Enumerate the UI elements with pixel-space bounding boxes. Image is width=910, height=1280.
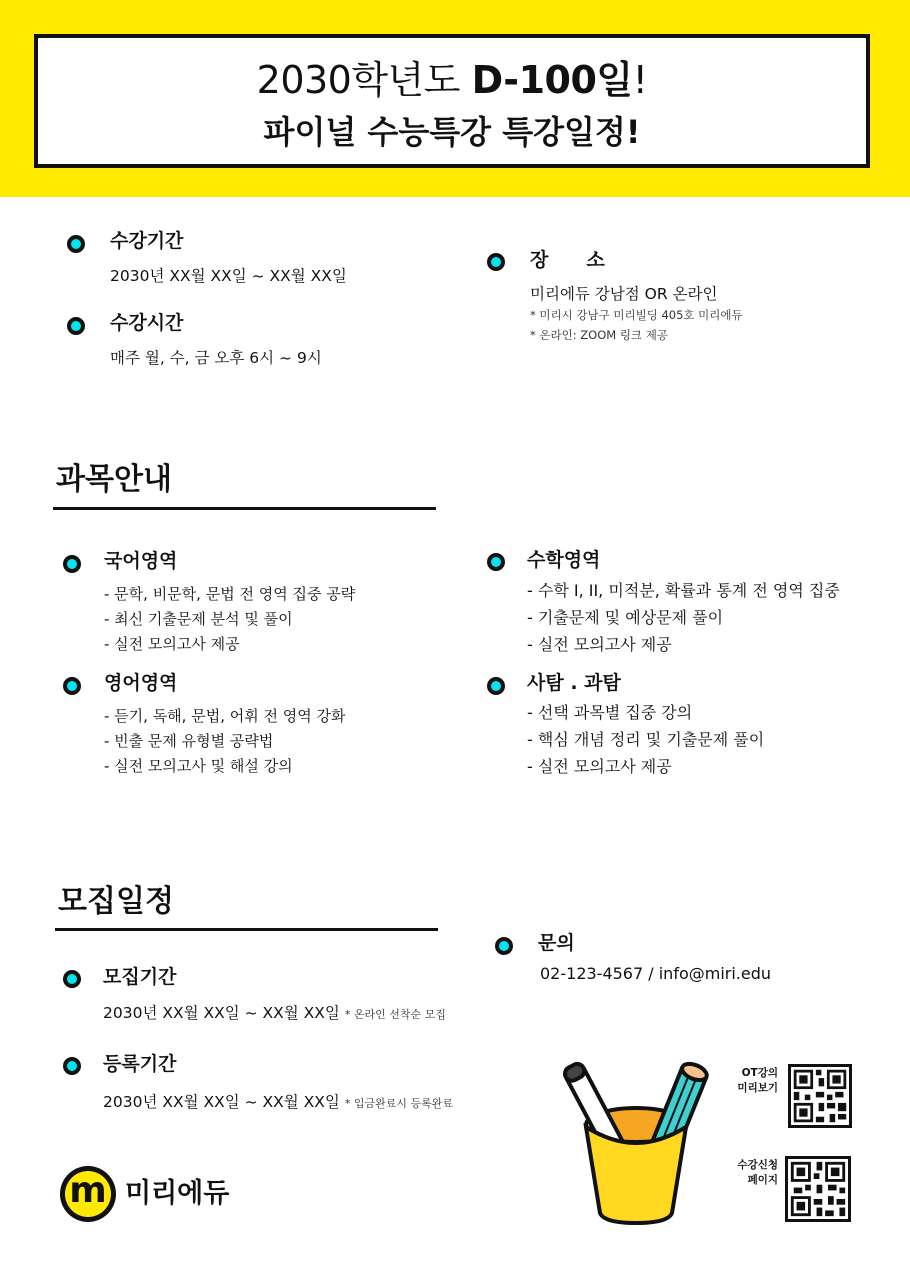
qr-code-icon[interactable] <box>788 1064 852 1128</box>
apply-label: 모집기간 <box>103 966 177 988</box>
bullet-dot-icon <box>67 235 85 253</box>
subjects-section-title: 과목안내 <box>56 462 172 497</box>
time-label: 수강시간 <box>110 312 184 334</box>
time-value: 매주 월, 수, 금 오후 6시 ~ 9시 <box>110 349 322 367</box>
page-subtitle: 파이널 수능특강 특강일정! <box>263 113 641 151</box>
contact-value: 02-123-4567 / info@miri.edu <box>540 964 772 983</box>
bullet-dot-icon <box>63 555 81 573</box>
period-label: 수강기간 <box>110 230 184 252</box>
list-item: - 기출문제 및 예상문제 풀이 <box>527 608 724 627</box>
subject-science-list <box>527 699 764 780</box>
qr-apply-label: 수강신청 페이지 <box>737 1159 778 1186</box>
subject-english-label: 영어영역 <box>104 672 178 694</box>
subject-science-label: 사탐 . 과탐 <box>527 672 621 694</box>
bullet-dot-icon <box>63 970 81 988</box>
subject-korean-label: 국어영역 <box>104 550 178 572</box>
list-item: - 실전 모의고사 제공 <box>527 635 672 654</box>
subject-math-list <box>527 577 840 658</box>
pencil-cup-illustration <box>560 1055 710 1255</box>
place-note: * 온라인: ZOOM 링크 제공 <box>530 328 668 342</box>
period-value: 2030년 XX월 XX일 ~ XX월 XX일 <box>110 267 347 285</box>
subject-english-list <box>104 704 345 779</box>
place-value: 미리에듀 강남점 OR 온라인 <box>530 285 718 303</box>
apply-value: 2030년 XX월 XX일 ~ XX월 XX일 * 온라인 선착순 모집 <box>103 1004 446 1022</box>
place-note: * 미리시 강남구 미리빌딩 405호 미리에듀 <box>530 308 743 322</box>
bullet-dot-icon <box>487 677 505 695</box>
bullet-dot-icon <box>487 253 505 271</box>
list-item: - 핵심 개념 정리 및 기출문제 풀이 <box>527 730 765 749</box>
subject-korean-list <box>104 582 355 657</box>
title-box <box>34 34 870 168</box>
recruit-section-title: 모집일정 <box>58 884 174 919</box>
page-title: 2030학년도 D-100일! <box>256 58 648 102</box>
qr-code-icon[interactable] <box>785 1156 851 1222</box>
place-label: 장 소 <box>530 249 605 271</box>
section-divider <box>53 507 436 510</box>
list-item: - 수학 I, II, 미적분, 확률과 통계 전 영역 집중 <box>527 581 840 600</box>
list-item: - 실전 모의고사 및 해설 강의 <box>104 757 293 775</box>
qr-ot-label: OT강의 미리보기 <box>737 1067 778 1094</box>
bullet-dot-icon <box>495 937 513 955</box>
list-item: - 듣기, 독해, 문법, 어휘 전 영역 강화 <box>104 707 346 725</box>
logo-icon: m <box>60 1166 116 1222</box>
bullet-dot-icon <box>63 677 81 695</box>
list-item: - 선택 과목별 집중 강의 <box>527 703 693 722</box>
list-item: - 최신 기출문제 분석 및 풀이 <box>104 610 293 628</box>
section-divider <box>55 928 438 931</box>
bullet-dot-icon <box>67 317 85 335</box>
logo-text: 미리에듀 <box>125 1178 230 1209</box>
register-value: 2030년 XX월 XX일 ~ XX월 XX일 * 입금완료시 등록완료 <box>103 1093 453 1111</box>
list-item: - 빈출 문제 유형별 공략법 <box>104 732 274 750</box>
bullet-dot-icon <box>487 553 505 571</box>
list-item: - 실전 모의고사 제공 <box>104 635 240 653</box>
register-label: 등록기간 <box>103 1053 177 1075</box>
contact-label: 문의 <box>538 932 575 954</box>
bullet-dot-icon <box>63 1057 81 1075</box>
subject-math-label: 수학영역 <box>527 549 601 571</box>
list-item: - 문학, 비문학, 문법 전 영역 집중 공략 <box>104 585 356 603</box>
list-item: - 실전 모의고사 제공 <box>527 757 672 776</box>
